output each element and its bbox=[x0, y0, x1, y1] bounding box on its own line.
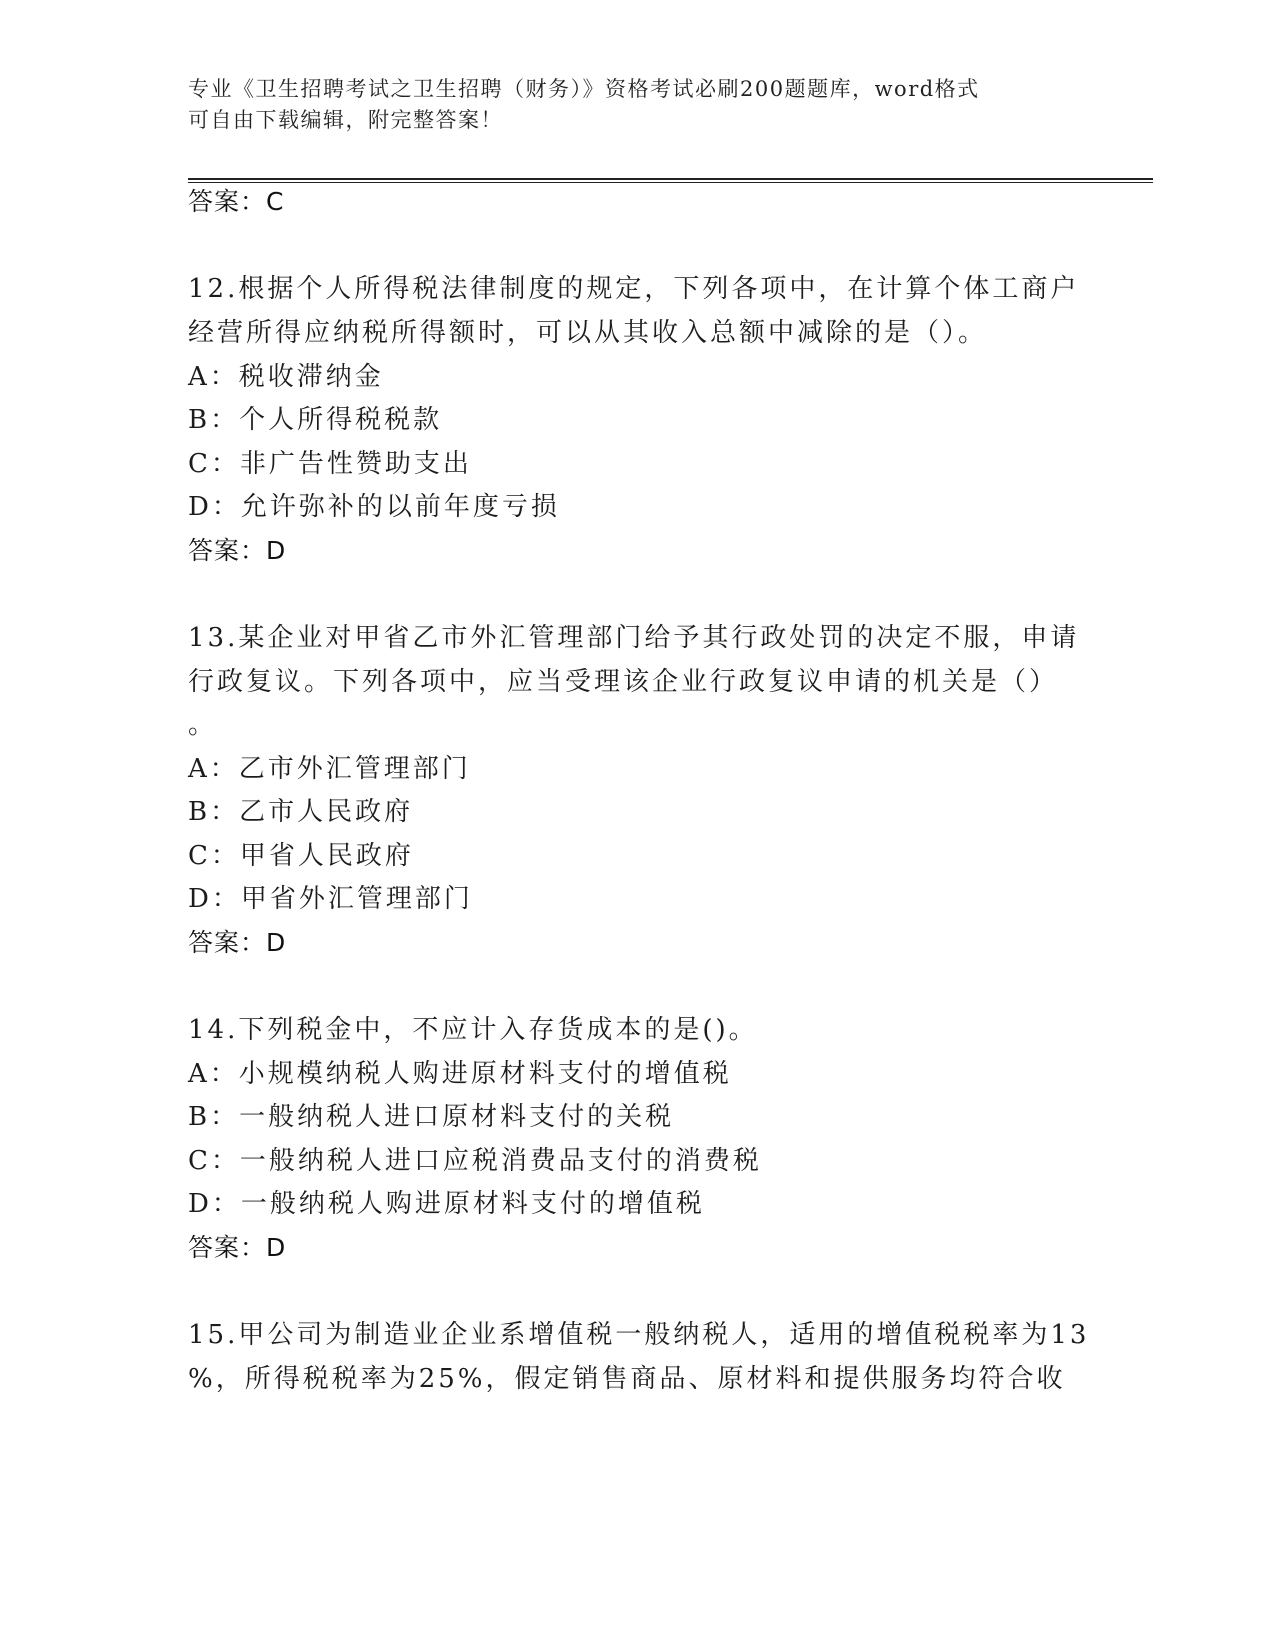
header-line-2: 可自由下载编辑，附完整答案！ bbox=[188, 108, 503, 132]
question-12-stem-line-1: 12.根据个人所得税法律制度的规定，下列各项中，在计算个体工商户 bbox=[188, 274, 1080, 304]
question-12-option-b: B：个人所得税税款 bbox=[188, 405, 443, 435]
header-line-1: 专业《卫生招聘考试之卫生招聘（财务）》资格考试必刷200题题库，word格式 bbox=[188, 77, 980, 101]
question-13-stem-line-3: 。 bbox=[188, 710, 218, 740]
question-15-stem-line-1: 15.甲公司为制造业企业系增值税一般纳税人，适用的增值税税率为13 bbox=[188, 1320, 1090, 1350]
question-13-option-b: B：乙市人民政府 bbox=[188, 797, 414, 827]
question-14-option-a: A：小规模纳税人购进原材料支付的增值税 bbox=[188, 1059, 732, 1089]
page-header bbox=[188, 74, 1068, 136]
question-14-option-d: D：一般纳税人购进原材料支付的增值税 bbox=[188, 1189, 705, 1219]
question-13-stem-line-1: 13.某企业对甲省乙市外汇管理部门给予其行政处罚的决定不服，申请 bbox=[188, 623, 1080, 653]
question-14-option-b: B：一般纳税人进口原材料支付的关税 bbox=[188, 1102, 675, 1132]
question-12-stem-line-2: 经营所得应纳税所得额时，可以从其收入总额中减除的是（）。 bbox=[188, 318, 988, 348]
question-13-option-d: D：甲省外汇管理部门 bbox=[188, 884, 473, 914]
question-12-option-d: D：允许弥补的以前年度亏损 bbox=[188, 492, 560, 522]
question-15-stem-line-2: %，所得税税率为25%，假定销售商品、原材料和提供服务均符合收 bbox=[188, 1364, 1066, 1394]
question-12-option-c: C：非广告性赞助支出 bbox=[188, 449, 472, 479]
question-13-stem-line-2: 行政复议。下列各项中，应当受理该企业行政复议申请的机关是（） bbox=[188, 667, 1059, 697]
question-13-answer: 答案：D bbox=[188, 928, 287, 957]
question-12-answer: 答案：D bbox=[188, 536, 287, 565]
question-14-answer: 答案：D bbox=[188, 1233, 287, 1262]
question-14-stem-line-1: 14.下列税金中，不应计入存货成本的是()。 bbox=[188, 1015, 758, 1045]
header-divider bbox=[188, 178, 1153, 183]
question-14-option-c: C：一般纳税人进口应税消费品支付的消费税 bbox=[188, 1146, 762, 1176]
prev-answer: 答案：C bbox=[188, 187, 285, 216]
question-13-option-c: C：甲省人民政府 bbox=[188, 841, 414, 871]
question-12-option-a: A：税收滞纳金 bbox=[188, 362, 384, 392]
question-13-option-a: A：乙市外汇管理部门 bbox=[188, 754, 471, 784]
